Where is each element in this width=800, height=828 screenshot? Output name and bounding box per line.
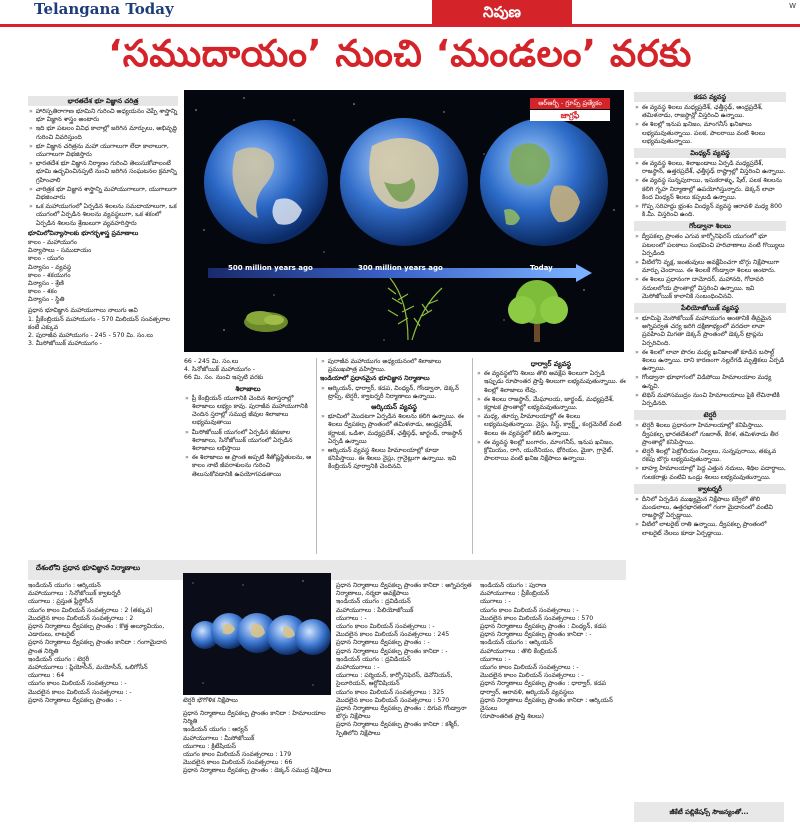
table-row: ప్రధాన నిర్మాణాలు ద్వీపకల్ప ప్రాంతం కానిదా : హిమాలయాల నిర్మితి xyxy=(183,710,326,726)
left-bullets xyxy=(28,108,178,228)
table-row: యుగాలు : పర్మియన్, కార్బోనిఫెరస్, డెవోనియన్, సైలూరియన్, ఆర్డోవిషియన్ xyxy=(336,672,453,688)
eras-list xyxy=(28,316,178,349)
center-bullets-1 xyxy=(320,385,468,401)
table-row: ఇండియన్ యుగం : టెర్షరీ xyxy=(28,655,90,663)
moss-illustration xyxy=(244,311,288,332)
list-item: » దీనిలో ఏర్పడిన ముఖ్యమైన నిక్షేపాలు కర్వేలో తొలి మండలాలు, ఉత్తరభారతంలో గంగా మైదానంలో వంటివి రాజస్థాన్లో ఏర్పడ్డాయి. xyxy=(634,496,786,521)
table-row: ప్రధాన నిర్మాణాలు ద్వీపకల్ప ప్రాంతం : - xyxy=(336,639,430,647)
bottom-col-1 xyxy=(28,582,178,822)
tree-illustration xyxy=(508,280,568,342)
list-item: కాలం - శకయుగం xyxy=(28,271,71,279)
globe-today xyxy=(480,118,608,246)
table-row: ఇండియన్ యుగం : ఆర్కియన్ xyxy=(480,639,553,647)
left-pairs xyxy=(28,239,178,305)
center-lead: ఇండియాలో ప్రధానమైన భూవిజ్ఞాన నిర్మాణాలు xyxy=(320,375,430,383)
list-item: కాలం - మహాయుగం xyxy=(28,239,77,247)
list-item: » భూ విజ్ఞాన చరిత్రను మహా యుగాలుగా లేదా కాలాలుగా, యుగాలుగా విభజిస్తారు xyxy=(28,143,178,159)
list-item: 66 మి. సం. నుంచి ఇప్పటి వరకు xyxy=(184,374,264,382)
list-item: » ఆర్కియన్, ధార్వార్, కడప, వింధ్యన్, గోండ్వానా, డెక్కన్ ట్రాప్స్, టెర్షరీ, క్వాటర్నరీ నిర్మాణాలు ఉన్నాయి. xyxy=(320,385,468,401)
list-item: » ఈ వ్యవస్థ శిలలు, శిలాఖండాలు ఏర్పడి మధ్యప్రదేశ్, రాజస్థాన్, ఉత్తరప్రదేశ్, ఛత్తీస్గఢ్ రాష్ట్రాల్లో విస్తరించి ఉన్నాయి. xyxy=(634,160,786,176)
table-row: యుగాలు : - xyxy=(336,614,367,622)
list-item: 66 - 245 మి. సం.లు xyxy=(184,358,239,365)
table-row: మహాయుగాలు : సినోజోయిక్ క్వాటర్నరీ xyxy=(28,590,121,598)
table-row: యుగం కాలం మిలియన్ సంవత్సరాలు : 2 (తక్కువ) xyxy=(28,606,153,614)
bottom-section-title: దేశంలోని ప్రధాన భూవిజ్ఞాన నిర్మాణాలు xyxy=(36,564,141,572)
table-row: యుగాలు : - xyxy=(480,598,511,606)
list-item: » ద్వీపకల్ప ప్రాంతం ఎగువ కార్బోనిఫెరస్ యుగంలో భూ పటలంలో పలకాలు సంభవించి హరివాణాలు వంటి గొయ్యిలు ఏర్పడింది xyxy=(634,233,786,258)
table-row: మహాయుగాలు : మీసోజోయిక్ xyxy=(183,734,255,742)
list-item: కాలం - యుగం xyxy=(28,255,64,263)
table-row: మొదలైన కాలం మిలియన్ సంవత్సరాలు : - xyxy=(28,688,132,696)
label-today: Today xyxy=(530,264,553,272)
eras-title: ప్రధాన భూవిజ్ఞాన మహాయుగాలు నాలుగు అవి xyxy=(28,306,138,314)
table-row: మొదలైన కాలం మిలియన్ సంవత్సరాలు : 570 xyxy=(480,614,594,622)
list-item: విన్యాసం - శ్రేణి xyxy=(28,280,64,288)
table-row: మొదలైన కాలం మిలియన్ సంవత్సరాలు : 66 xyxy=(183,759,293,767)
list-item: » ఈ వ్యవస్థ సున్నపురాయి, ఇసుకరాళ్ళు, షేల్, పలక శిలలను కలిగి గృహ నిర్మాణాల్లో ఉపయోగిస్తున్నారు. డెక్కన్ లావా కింద వింధ్యన్ శిలలు కప్పబడి ఉన్నాయి. xyxy=(634,177,786,202)
corner-mark: W xyxy=(789,2,796,10)
list-item: » చారిత్రక భూ విజ్ఞాన శాస్త్రాన్ని మహాయుగాలుగా, యుగాలుగా విభజించారు xyxy=(28,186,178,202)
list-item: » ఇది భూ పటలం వివిధ కాలాల్లో జరిగిన మార్పులు, అభివృద్ధి గురించి వివరిస్తుంది xyxy=(28,125,178,141)
fossils-column xyxy=(184,358,312,554)
table-row: ప్రధాన నిర్మాణాలు ద్వీపకల్ప ప్రాంతం : దిగువ గోండ్వానా బొగ్గు నిక్షేపాలు xyxy=(336,705,467,721)
nipuna-brand-label: నిపుణ xyxy=(432,0,572,24)
table-row: ఇండియన్ యుగం : ద్రవిడియన్ xyxy=(336,655,411,663)
list-item: విన్యాసం - వ్యవస్థ xyxy=(28,263,72,271)
table-row: యుగం కాలం మిలియన్ సంవత్సరాలు : - xyxy=(480,606,579,614)
list-item: » ఈ వ్యవస్థ శిలల్లో బంగారం, మాంగనీస్, ఇనుప ఖనిజం, క్రోమియం, రాగి, యురేనియం, థోరియం, మైకా, గ్రానైట్, పాలరాయి వంటి ఖనిజ నిక్షేపాలు ఉన్నాయి. xyxy=(476,439,626,464)
table-row: యుగాలు : ప్రస్తుత ప్లీస్టోసీన్ xyxy=(28,598,94,606)
center-column xyxy=(320,358,468,554)
table-row: ప్రధాన నిర్మాణాలు ద్వీపకల్ప ప్రాంతం కానిదా : ఆర్కియన్ నైసులు xyxy=(480,696,613,713)
bottom-col-2-list xyxy=(183,710,333,776)
image-caption-wrap xyxy=(183,697,333,709)
list-item: » ఆర్కియన్ వ్యవస్థ శిలలు హిమాలయాల్లో కూడా కనిపిస్తాయి. ఈ శిలలు నైస్లు, గ్రానైట్లుగా ఉన్నాయి. ఇవి కేంబ్రియన్ పూర్వానికి చెందినవి. xyxy=(320,447,468,472)
table-row: మొదలైన కాలం మిలియన్ సంవత్సరాలు : 2 xyxy=(28,614,134,622)
list-item: 1. ప్రీకేంబ్రియన్ మహాయుగం - 570 మిలియన్ సంవత్సరాల కంటే ఎక్కువ xyxy=(28,315,171,332)
table-row: ప్రధాన నిర్మాణాలు ద్వీపకల్ప ప్రాంతం కానిదా : అగ్నిపర్వత నిర్మాణాలు, నర్మదా అవక్షేపాలు xyxy=(336,582,472,598)
label-300-mya: 300 million years ago xyxy=(358,264,443,272)
list-item: » ఈ శిలలో లావా పొరల మధ్య ఖనిజాలతో కూడిన బసాల్ట్ శిలలు ఉన్నాయి. దాని కారణంగా నల్లరేగడి మృత్తికలు ఏర్పడి ఉన్నాయి. xyxy=(634,349,786,374)
list-item: » ఈ శిలలు రాజస్థాన్, మేఘాలయ, జార్ఖండ్, మధ్యప్రదేశ్, కర్ణాటక ప్రాంతాల్లో లభ్యమవుతున్నాయి. xyxy=(476,396,626,412)
era-lines xyxy=(184,358,312,383)
list-item: » భారతదేశ భూ విజ్ఞాన నిర్మాణం గురించి తెలుసుకోవాలంటే భూమి ఉద్భవించినప్పటి నుంచి జరిగిన సంఘటనల క్రమాన్ని గ్రహించాలి xyxy=(28,160,178,185)
list-item: » మధ్య, తూర్పు హిమాలయాల్లో ఈ శిలలు లభ్యమవుతున్నాయి. నైస్లు, సిస్ట్, క్వార్ట్జ్, కంగ్లమెరేట్ వంటి శిలలు ఈ వ్యవస్థలో కలిసి ఉన్నాయి. xyxy=(476,413,626,438)
dharwar-column xyxy=(476,358,626,554)
list-item: » బాహ్య హిమాలయాల్లో పెద్ద ఎత్తున నదులు, శిథిల పదార్థాలు, గులకరాళ్లు వంటివి ఒండ్రు శిలలు లభ్యమవుతున్నాయి. xyxy=(634,465,786,481)
bottom-col-3-list xyxy=(336,582,476,738)
archean-heading: ఆర్కియన్ వ్యవస్థ xyxy=(371,403,417,412)
timeline xyxy=(208,266,598,280)
vindhyan-bullets xyxy=(634,160,786,219)
list-item: » ప్రీ కేంబ్రియన్ యుగానికి చెందిన శిలాస్తరాల్లో శిలాజాలు లభ్యం కావు. పురాజీవ మహాయుగానికి చెందిన స్తరాల్లో సముద్ర జీవుల శిలాజాలు లభ్యమవుతాయి xyxy=(184,395,312,428)
list-item: » టెర్షరీ శిలలు ప్రధానంగా హిమాలయాల్లో కనిపిస్తాయి. ద్వీపకల్ప భారతదేశంలో గుజరాత్, కేరళ, తమిళనాడు తీర ప్రాంతాల్లో కనిపిస్తాయి. xyxy=(634,422,786,447)
table-row: మహాయుగాలు : ప్లియోసీన్, మయోసీన్, ఒలిగోసీన్ xyxy=(28,664,148,672)
paleozoic-heading: పేలియోజోయిక్ వ్యవస్థ xyxy=(634,303,786,313)
vindhyan-heading: వింధ్యన్ వ్యవస్థ xyxy=(634,148,786,158)
dharwar-bullets xyxy=(476,370,626,463)
list-item: » ఈ వ్యవస్థలోని శిలలు తొలి అవక్షేప శిలలుగా ఏర్పడి ఇప్పుడు రూపాంతర ప్రాప్తి శిలలుగా లభ్యమవుతున్నాయి. ఈ శిలల్లో శిలాజాలు లేవు. xyxy=(476,370,626,395)
page-headline: ‘సముదాయం’ నుంచి ‘మండలం’ వరకు xyxy=(108,32,692,75)
list-item: » గొప్ప సరిహద్దు భ్రంశం వింధ్యన్ వ్యవస్థ ఆరావళి మధ్య 800 కి.మీ. విస్తరించి ఉంది. xyxy=(634,203,786,219)
list-item: విన్యాసం - స్థితి xyxy=(28,296,65,304)
table-row: ప్రధాన నిర్మాణాలు ద్వీపకల్ప ప్రాంతం కానిదా : - xyxy=(336,647,448,655)
center-bullets-2 xyxy=(320,413,468,471)
list-item: కాలం - శకం xyxy=(28,288,57,296)
cuddapah-bullets xyxy=(634,104,786,146)
table-row: యుగాలు : - xyxy=(480,655,511,663)
continental-drift-globes xyxy=(183,573,331,695)
list-item: » ఈ శిలాజాలు ఆ ప్రాంత అప్పటి శీతోష్ణస్థితులను, ఆ కాలం నాటి జీవరాశులను గురించి తెలుసుకోవడానికి ఉపయోగపడతాయి xyxy=(184,454,312,479)
table-row: ఇండియన్ యుగం : ఆర్కియన్ xyxy=(28,582,101,589)
table-row: యుగం కాలం మిలియన్ సంవత్సరాలు : 325 xyxy=(336,688,445,696)
table-row: యుగం కాలం మిలియన్ సంవత్సరాలు : 179 xyxy=(183,751,292,759)
list-item: » పురాజీవ మహాయుగం అధ్యయనంలో శిలాజాలు ప్రముఖపాత్ర వహిస్తాయి. xyxy=(320,358,468,374)
list-item: » టెర్షరీ శిలల్లో పెట్రోలియం నిల్వలు, సున్నపురాయి, తక్కువ రకపు బొగ్గు లభ్యమవుతున్నాయి. xyxy=(634,448,786,464)
table-row: యుగాలు : క్రిటేషియస్ xyxy=(183,742,237,750)
column-divider xyxy=(316,358,317,554)
table-row: (రూపాంతరిత ప్రాప్తి శిలలు) xyxy=(480,713,545,721)
table-row: ప్రధాన నిర్మాణాలు ద్వీపకల్ప ప్రాంతం : డెక్కన్ సముద్ర నిక్షేపాలు xyxy=(183,767,332,775)
table-row: ఇండియన్ యుగం : ఆర్యన్ xyxy=(183,726,248,734)
tertiary-heading: టెర్షరీ xyxy=(634,410,786,420)
list-item: 2. పురాజీవ మహాయుగం - 245 - 570 మి. సం.లు xyxy=(28,332,153,340)
left-subhead: భూమిలోవిన్యాసాలకు భూగర్భశాస్త్ర ప్రమాణాలు xyxy=(28,229,139,237)
list-item: » టెథిస్ మహాసముద్రం నుంచి హిమాలయాలు పైకి లేచినాటికి ఏర్పడినది. xyxy=(634,392,786,408)
list-item: » ఒక మహాయుగంలో ఏర్పడిన శిలలను సమదాయాలుగా, ఒక యుగంలో ఏర్పడిన శిలలను వ్యవస్థలుగా, ఒక శకంలో ఏర్పడిన శిలలను శ్రేణులుగా వ్యవహరిస్తారు xyxy=(28,203,178,228)
table-row: ప్రధాన నిర్మాణాలు ద్వీపకల్ప ప్రాంతం : కొత్త అల్యూవియం, ఎడారులు, లాటరైట్ xyxy=(28,623,165,639)
table-row: ప్రధాన నిర్మాణాలు ద్వీపకల్ప ప్రాంతం : వింధ్యన్, కడప xyxy=(480,623,607,631)
table-row: మహాయుగాలు : పేలియోజోయిక్ xyxy=(336,606,414,614)
bottom-col-1-list xyxy=(28,582,178,705)
bottom-col-4-list xyxy=(480,582,628,721)
table-row: ఇండియన్ యుగం : పురాణ xyxy=(480,582,547,589)
masthead xyxy=(0,0,800,24)
list-item: విన్యాసాలు - సముదాయం xyxy=(28,247,92,255)
credit-footer: జీకేటీ పబ్లికేషన్స్ సౌజన్యంతో... xyxy=(634,802,784,822)
gondwana-bullets xyxy=(634,233,786,301)
bottom-col-3 xyxy=(336,582,476,822)
table-row: మహాయుగాలు : ప్రీకేంబ్రియన్ xyxy=(480,590,550,598)
left-section-title: భారతదేశ భూ విజ్ఞాన చరిత్ర xyxy=(28,96,178,106)
list-item: » మీసోజోయిక్ యుగంలో ఏర్పడిన జీవజాల శిలాజాలు, సినోజోయిక్ యుగంలో ఏర్పడిన శిలాజాలు లభిస్తాయి xyxy=(184,429,312,454)
table-row: మొదలైన కాలం మిలియన్ సంవత్సరాలు : - xyxy=(480,672,584,680)
timeline-arrow xyxy=(576,264,592,282)
quaternary-bullets xyxy=(634,496,786,538)
table-row: యుగం కాలం మిలియన్ సంవత్సరాలు : - xyxy=(28,680,127,688)
paleozoic-bullets xyxy=(634,315,786,408)
list-item: » భూమిలో మొదటగా ఏర్పడిన శిలలను కలిగి ఉన్నాయి. ఈ శిలలు ద్వీపకల్ప ప్రాంతంలో తమిళనాడు, ఆంధ్రప్రదేశ్, కర్ణాటక, ఒడిశా, మధ్యప్రదేశ్, ఛత్తీస్గఢ్, జార్ఖండ్, రాజస్థాన్ ఏర్పడి ఉన్నాయి xyxy=(320,413,468,446)
list-item: 3. మీసోజోయిక్ మహాయుగం - xyxy=(28,340,102,348)
table-row: యుగం కాలం మిలియన్ సంవత్సరాలు : - xyxy=(336,623,435,631)
table-row: ప్రధాన నిర్మాణాలు ద్వీపకల్ప ప్రాంతం : - xyxy=(28,696,122,704)
table-row: మహాయుగాలు : తొలి కేంబ్రియన్ xyxy=(480,647,558,655)
logo-text: Telangana Today xyxy=(34,0,174,18)
table-row: ప్రధాన నిర్మాణాలు ద్వీపకల్ప ప్రాంతం కానిదా : - xyxy=(480,631,592,639)
list-item: » ఈ వ్యవస్థ శిలలు మధ్యప్రదేశ్, ఛత్తీస్గఢ్, ఆంధ్రప్రదేశ్, తమిళనాడు, రాజస్థాన్లో విస్తరించి ఉన్నాయి. xyxy=(634,104,786,120)
fossils-heading: శిలాజాలు xyxy=(235,384,261,393)
gondwana-heading: గోండ్వానా శిలలు xyxy=(634,221,786,231)
left-column xyxy=(28,94,178,556)
hero-image xyxy=(184,90,624,352)
bottom-col-4 xyxy=(480,582,628,822)
label-500-mya: 500 million years ago xyxy=(228,264,313,272)
table-row: ఇండియన్ యుగం : ద్రవిడియన్ xyxy=(336,598,411,606)
badge-line1: ఆర్ఆర్బీ - గ్రూప్స్ ప్రత్యేకం xyxy=(530,98,610,109)
bottom-col-2 xyxy=(183,710,333,822)
list-item: » వీటిలోని వృక్ష, జంతువులు అవక్షేపించగా బొగ్గు నిక్షేపాలుగా మార్పు చెందాయి. ఈ శిలలకే గోండ్వానా శిలలు అంటారు. xyxy=(634,259,786,275)
table-row: యుగాలు : 64 xyxy=(28,672,65,680)
table-row: మొదలైన కాలం మిలియన్ సంవత్సరాలు : 570 xyxy=(336,696,450,704)
fossils-bullets xyxy=(184,395,312,479)
list-item: » భూమిపై మెసోజోయిక్ మహాయుగం అంతానికి తీవ్రమైన అగ్నిపర్వత చర్య జరిగి దక్షిణాభ్యంలో వరదలా లావా ప్రవహించి మిగతా డెక్కన్ ప్రాంతంలో డెక్కన్ ట్రాప్లను ఏర్పరిచింది. xyxy=(634,315,786,348)
center-intro xyxy=(320,358,468,374)
image-caption: టెర్షరీ భౌగోళిక నిక్షేపాలు xyxy=(183,697,238,704)
list-item: » ఈ శిలల్లో ఇనుప ఖనిజం, మాంగనీస్ ఖనిజాలు లభ్యమవుతున్నాయి. పలక, పాలరాయి వంటి శిలలు లభ్యమవుతున్నాయి. xyxy=(634,121,786,146)
table-row: ప్రధాన నిర్మాణాలు ద్వీపకల్ప ప్రాంతం : ధార్వార్, కడప ధార్వార్, ఆరావళి, ఆర్కియన్ వ్యవస్థలు xyxy=(480,680,607,696)
table-row: ప్రధాన నిర్మాణాలు ద్వీపకల్ప ప్రాంతం కానిదా : గంగామైదాన ప్రాంత నిర్మితి xyxy=(28,639,167,655)
list-item: » ఈ శిలలు ప్రధానంగా దామోదర్, మహానది, గోదావరి నదులలోయ ప్రాంతాల్లో విస్తరించి ఉన్నాయి. ఇవి మెసోజోయిక్ కాలానికి సంబంధించినవి. xyxy=(634,276,786,301)
dharwar-heading: ధార్వార్ వ్యవస్థ xyxy=(530,360,572,368)
list-item: » హారిస్పతిరాగాణ భూమిని గురించి అధ్యయనం చెప్పే శాస్త్రాన్ని భూ విజ్ఞాన శాస్త్రం అంటారు xyxy=(28,108,178,124)
quaternary-heading: క్వాటర్నరీ xyxy=(634,484,786,494)
right-column xyxy=(634,90,786,800)
tertiary-deposits-image xyxy=(183,573,331,695)
list-item: » గోండ్వానా భూభాగంలో విడిపోయి హిమాలయాల మధ్య ఉన్నవి. xyxy=(634,374,786,390)
table-row: మహాయుగాలు : - xyxy=(336,664,380,672)
rrb-groups-badge xyxy=(530,98,610,134)
tertiary-bullets xyxy=(634,422,786,481)
column-divider xyxy=(472,358,473,554)
fern-illustration xyxy=(388,278,442,340)
telangana-today-logo xyxy=(34,0,174,18)
table-row: మొదలైన కాలం మిలియన్ సంవత్సరాలు : 245 xyxy=(336,631,450,639)
header-divider xyxy=(0,24,800,27)
table-row: ప్రధాన నిర్మాణాలు ద్వీపకల్ప ప్రాంతం కానిదా : కశ్మీర్, స్పితిలోని నిక్షేపాలు xyxy=(336,721,460,737)
table-row: యుగం కాలం మిలియన్ సంవత్సరాలు : - xyxy=(480,664,579,672)
list-item: 4. సినోజోయిక్ మహాయుగం - xyxy=(184,366,255,374)
list-item: » వీటిలో లాటరైట్ రాతి ఉన్నాయి, ద్వీపకల్ప ప్రాంతంలో లాటరైట్ నేలలు కూడా ఏర్పడ్డాయి. xyxy=(634,521,786,537)
cuddapah-heading: కడప వ్యవస్థ xyxy=(634,92,786,102)
badge-line2: జాగ్రఫీ xyxy=(530,110,610,121)
